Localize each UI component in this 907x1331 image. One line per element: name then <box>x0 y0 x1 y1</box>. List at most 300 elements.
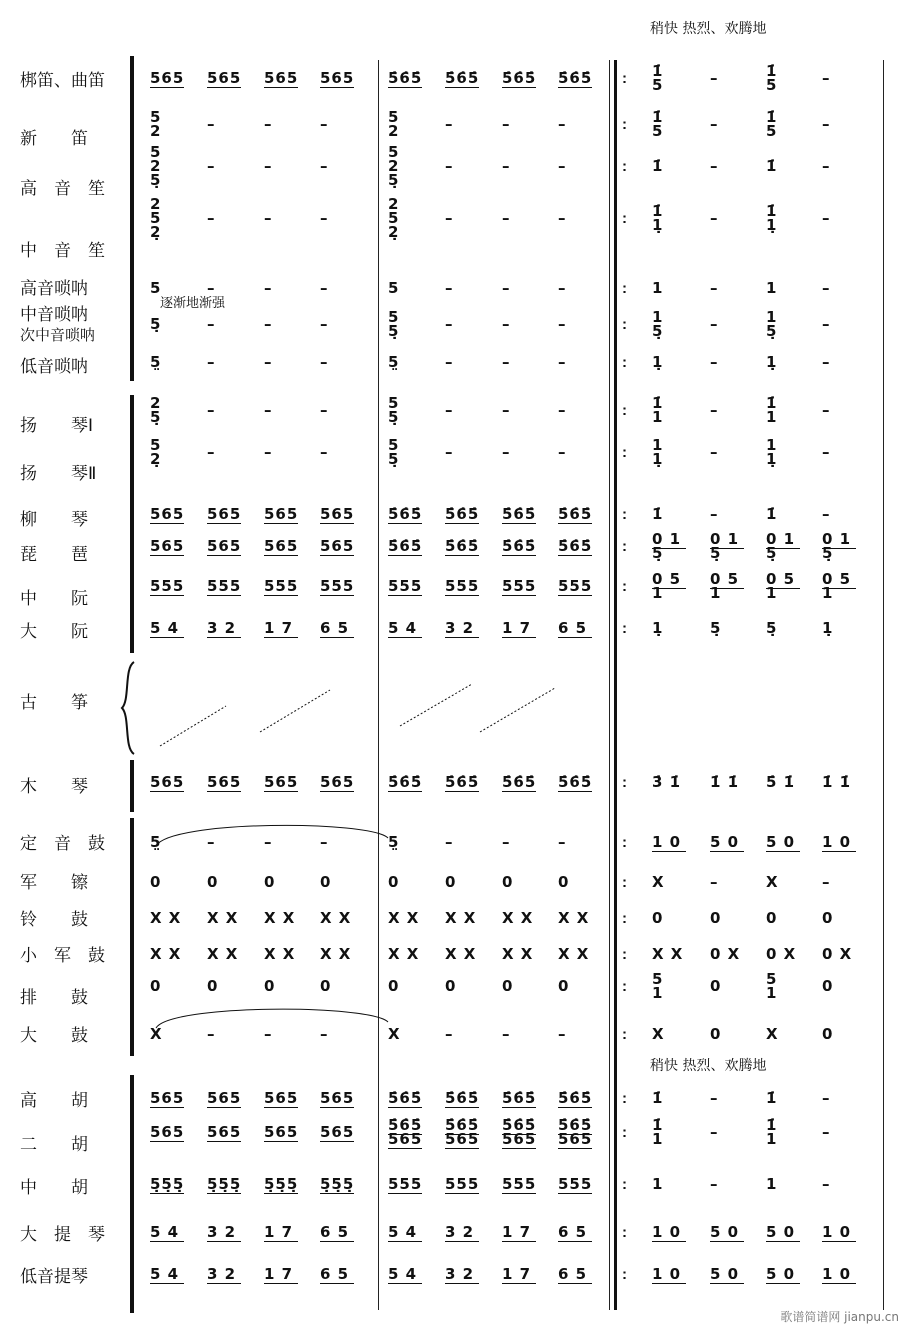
beam-line <box>264 523 298 524</box>
note-xindi-m2-2: – <box>445 115 454 133</box>
note-yangqin2-m3-3-1: 1 <box>766 436 778 454</box>
note-disuona-m1-2: – <box>207 353 216 371</box>
beam-line <box>320 1193 354 1194</box>
beam-line <box>150 595 184 596</box>
note-dingyingu-m3-4: 1 0 <box>822 833 852 851</box>
note-zhongsuona-m1-4: – <box>320 315 329 333</box>
note-zhongsheng-m2-3: – <box>502 209 511 227</box>
note-gaohu-m1-4: 565 <box>320 1089 355 1107</box>
note-paigu-m2-4: 0 <box>558 977 570 995</box>
note-daruan-m3-4: 1̣ <box>822 619 834 637</box>
note-yangqin1-m3-1-2: 1 <box>652 408 664 426</box>
beam-line <box>207 1193 241 1194</box>
note-dagu-m2-1: X <box>388 1025 401 1043</box>
note-disuona-m3-3: 1̣ <box>766 353 778 371</box>
note-zhongsheng-m3-2: – <box>710 209 719 227</box>
note-linggu-m3-4: 0 <box>822 909 834 927</box>
note-dizi-m1-2: 565 <box>207 69 242 87</box>
note-daruan-m3-1: 1̣ <box>652 619 664 637</box>
note-junchao-m2-4: 0 <box>558 873 570 891</box>
note-dizi-m3-1-2: 5 <box>652 76 664 94</box>
repeat-dot: : <box>622 946 627 963</box>
note-zhonghu-m1-3: 5̣5̣5̣ <box>264 1175 299 1193</box>
note-daruan-m1-4: 6 5 <box>320 619 350 637</box>
beam-line <box>264 1283 298 1284</box>
beam-line <box>150 1141 184 1142</box>
note-zhonghu-m2-2: 555 <box>445 1175 480 1193</box>
repeat-dot: : <box>622 1124 627 1141</box>
note-gaosheng-m1-1-3: 5̣ <box>150 171 162 189</box>
note-zhonghu-m3-3: 1 <box>766 1175 778 1193</box>
note-liuqin-m2-1: 5̇6̇5̇ <box>388 505 423 523</box>
beam-line <box>822 1283 856 1284</box>
beam-line <box>502 791 536 792</box>
note-dingyingu-m3-3: 5 0 <box>766 833 796 851</box>
note-daruan-m2-1: 5 4 <box>388 619 418 637</box>
instrument-dizi: 梆笛、曲笛 <box>20 71 105 91</box>
beam-line <box>388 1107 422 1108</box>
note-zhongsheng-m1-3: – <box>264 209 273 227</box>
note-muqin-m1-3: 565 <box>264 773 299 791</box>
note-dizi-m3-4: – <box>822 69 831 87</box>
repeat-dot: : <box>622 70 627 87</box>
note-erhu-m2-1-2: 565 <box>388 1130 423 1148</box>
note-erhu-m2-4-2: 565 <box>558 1130 593 1148</box>
note-zhongruan-m3-4-2: 1 <box>822 584 834 602</box>
note-yangqin2-m1-3: – <box>264 443 273 461</box>
beam-line <box>264 555 298 556</box>
beam-line <box>388 555 422 556</box>
beam-line <box>502 1283 536 1284</box>
note-xindi-m2-3: – <box>502 115 511 133</box>
beam-line <box>320 637 354 638</box>
note-daruan-m2-2: 3 2 <box>445 619 475 637</box>
note-gaosheng-m2-4: – <box>558 157 567 175</box>
note-gaosuona-m2-3: – <box>502 279 511 297</box>
note-zhongruan-m3-2-2: 1 <box>710 584 722 602</box>
note-diyintiqin-m2-4: 6 5 <box>558 1265 588 1283</box>
instrument-dingyingu: 定 音 鼓 <box>20 834 105 854</box>
note-zhongsuona-m1-2: – <box>207 315 216 333</box>
note-erhu-m2-3-2: 565 <box>502 1130 537 1148</box>
note-erhu-m1-2: 565 <box>207 1123 242 1141</box>
note-gaohu-m2-1: 5̇6̇5̇ <box>388 1089 423 1107</box>
note-linggu-m2-3: X X <box>502 909 534 927</box>
note-yangqin2-m2-1-2: 5̣ <box>388 450 400 468</box>
repeat-dot: : <box>622 538 627 555</box>
note-paigu-m2-3: 0 <box>502 977 514 995</box>
note-paigu-m3-3-2: 1 <box>766 984 778 1002</box>
instrument-muqin: 木 琴 <box>20 777 88 797</box>
instrument-guzheng: 古 筝 <box>20 693 88 713</box>
beam-line <box>558 595 592 596</box>
note-zhonghu-m3-2: – <box>710 1175 719 1193</box>
instrument-daruan: 大 阮 <box>20 622 88 642</box>
note-yangqin2-m2-2: – <box>445 443 454 461</box>
note-muqin-m1-4: 565 <box>320 773 355 791</box>
beam-line <box>320 1283 354 1284</box>
repeat-dot: : <box>622 978 627 995</box>
note-dingyingu-m1-4: – <box>320 833 329 851</box>
note-pipa-m1-2: 565 <box>207 537 242 555</box>
note-pipa-m1-3: 565 <box>264 537 299 555</box>
note-datiqin-m1-3: 1 7 <box>264 1223 294 1241</box>
note-dagu-m2-4: – <box>558 1025 567 1043</box>
note-disuona-m1-1: 5̤ <box>150 353 162 371</box>
instrument-yangqin2: 扬 琴Ⅱ <box>20 464 97 484</box>
note-linggu-m2-2: X X <box>445 909 477 927</box>
note-datiqin-m1-2: 3 2 <box>207 1223 237 1241</box>
note-xiaojungu-m3-2: 0 X <box>710 945 741 963</box>
note-dizi-m1-3: 565 <box>264 69 299 87</box>
note-datiqin-m3-1: 1 0 <box>652 1223 682 1241</box>
beam-line <box>445 1148 479 1149</box>
instrument-zhonghu: 中 胡 <box>20 1178 88 1198</box>
note-xindi-m1-1-1: 5 <box>150 108 162 126</box>
note-zhongruan-m2-3: 555 <box>502 577 537 595</box>
repeat-dot: : <box>622 506 627 523</box>
note-yangqin2-m3-1-2: 1̣ <box>652 450 664 468</box>
instrument-datiqin: 大 提 琴 <box>20 1225 105 1245</box>
note-gaosheng-m2-1-2: 2 <box>388 157 400 175</box>
note-erhu-m2-2-2: 565 <box>445 1130 480 1148</box>
note-gaosuona-m2-2: – <box>445 279 454 297</box>
note-gaosuona-m3-2: – <box>710 279 719 297</box>
note-disuona-m3-2: – <box>710 353 719 371</box>
note-zhongruan-m3-2-1: 0 5 <box>710 570 740 588</box>
note-xindi-m2-1-1: 5 <box>388 108 400 126</box>
note-xindi-m2-4: – <box>558 115 567 133</box>
note-diyintiqin-m1-2: 3 2 <box>207 1265 237 1283</box>
note-gaohu-m1-3: 565 <box>264 1089 299 1107</box>
note-diyintiqin-m3-2: 5 0 <box>710 1265 740 1283</box>
note-zhonghu-m3-4: – <box>822 1175 831 1193</box>
instrument-linggu: 铃 鼓 <box>20 910 88 930</box>
note-yangqin2-m2-3: – <box>502 443 511 461</box>
beam-line <box>264 595 298 596</box>
note-zhongsheng-m3-4: – <box>822 209 831 227</box>
note-zhongsuona-m3-3-1: 1 <box>766 308 778 326</box>
note-xindi-m1-3: – <box>264 115 273 133</box>
note-dizi-m1-1: 565 <box>150 69 185 87</box>
note-zhongsuona-m3-4: – <box>822 315 831 333</box>
note-zhonghu-m2-4: 555 <box>558 1175 593 1193</box>
note-liuqin-m2-3: 5̇6̇5̇ <box>502 505 537 523</box>
note-paigu-m3-1-2: 1 <box>652 984 664 1002</box>
beam-line <box>502 1148 536 1149</box>
note-pipa-m2-4: 5̇6̇5̇ <box>558 537 593 555</box>
instrument-xiaojungu: 小 军 鼓 <box>20 946 105 966</box>
note-diyintiqin-m2-2: 3 2 <box>445 1265 475 1283</box>
instrument-liuqin: 柳 琴 <box>20 510 88 530</box>
note-muqin-m3-3: 5̇ 1̇ <box>766 773 796 791</box>
beam-line <box>445 1241 479 1242</box>
note-zhongruan-m1-4: 555 <box>320 577 355 595</box>
note-paigu-m3-1-1: 5 <box>652 970 664 988</box>
beam-line <box>558 1241 592 1242</box>
instrument-zhongsheng: 中 音 笙 <box>20 241 105 261</box>
note-pipa-m3-4-1: 0 1 <box>822 530 852 548</box>
beam-line <box>558 637 592 638</box>
note-muqin-m2-4: 5̇6̇5̇ <box>558 773 593 791</box>
repeat-dot: : <box>622 354 627 371</box>
note-erhu-m2-3-1: 5̇6̇5̇ <box>502 1116 537 1134</box>
note-zhongruan-m3-4-1: 0 5 <box>822 570 852 588</box>
note-zhongruan-m2-1: 555 <box>388 577 423 595</box>
beam-line <box>558 1107 592 1108</box>
note-xindi-m3-1-1: 1̇ <box>652 108 664 126</box>
note-linggu-m1-2: X X <box>207 909 239 927</box>
note-datiqin-m3-4: 1 0 <box>822 1223 852 1241</box>
note-xindi-m3-2: – <box>710 115 719 133</box>
note-yangqin1-m1-2: – <box>207 401 216 419</box>
note-datiqin-m2-4: 6 5 <box>558 1223 588 1241</box>
note-zhongsheng-m3-1-1: 1̇ <box>652 202 664 220</box>
note-liuqin-m1-2: 565 <box>207 505 242 523</box>
note-gaosuona-m3-3: 1 <box>766 279 778 297</box>
note-liuqin-m3-3: 1̇ <box>766 505 778 523</box>
note-linggu-m2-1: X X <box>388 909 420 927</box>
beam-line <box>558 87 592 88</box>
note-zhongsuona-m2-2: – <box>445 315 454 333</box>
note-zhongsuona-m1-3: – <box>264 315 273 333</box>
note-liuqin-m2-4: 5̇6̇5̇ <box>558 505 593 523</box>
note-daruan-m2-3: 1 7 <box>502 619 532 637</box>
beam-line <box>150 1107 184 1108</box>
note-gaohu-m2-3: 5̇6̇5̇ <box>502 1089 537 1107</box>
repeat-dot: : <box>622 1026 627 1043</box>
repeat-dot: : <box>622 1224 627 1241</box>
note-gaohu-m2-2: 5̇6̇5̇ <box>445 1089 480 1107</box>
repeat-dot: : <box>622 210 627 227</box>
beam-line <box>264 637 298 638</box>
beam-line <box>207 637 241 638</box>
note-diyintiqin-m2-3: 1 7 <box>502 1265 532 1283</box>
note-gaohu-m2-4: 5̇6̇5̇ <box>558 1089 593 1107</box>
beam-line <box>150 637 184 638</box>
note-dingyingu-m2-2: – <box>445 833 454 851</box>
note-zhonghu-m2-1: 555 <box>388 1175 423 1193</box>
beam-line <box>558 523 592 524</box>
beam-line <box>150 555 184 556</box>
repeat-dot: : <box>622 116 627 133</box>
note-gaohu-m3-3: 1̇ <box>766 1089 778 1107</box>
repeat-dot: : <box>622 834 627 851</box>
note-yangqin1-m3-1-1: 1̇ <box>652 394 664 412</box>
note-daruan-m2-4: 6 5 <box>558 619 588 637</box>
beam-line <box>207 1283 241 1284</box>
note-gaosheng-m1-2: – <box>207 157 216 175</box>
note-junchao-m1-1: 0 <box>150 873 162 891</box>
beam-line <box>264 1241 298 1242</box>
note-zhongsheng-m3-1-2: 1̣ <box>652 216 664 234</box>
note-yangqin2-m1-1-1: 5 <box>150 436 162 454</box>
note-xiaojungu-m1-1: X X <box>150 945 182 963</box>
note-datiqin-m3-3: 5 0 <box>766 1223 796 1241</box>
note-gaosheng-m1-3: – <box>264 157 273 175</box>
note-daruan-m1-3: 1 7 <box>264 619 294 637</box>
note-zhongsheng-m2-2: – <box>445 209 454 227</box>
tempo-marking-strings: 稍快 热烈、欢腾地 <box>650 1058 767 1074</box>
note-dizi-m2-3: 5̇6̇5̇ <box>502 69 537 87</box>
note-pipa-m3-2-2: 5̣ <box>710 544 722 562</box>
beam-line <box>502 1107 536 1108</box>
note-junchao-m2-3: 0 <box>502 873 514 891</box>
note-gaosuona-m1-4: – <box>320 279 329 297</box>
note-pipa-m3-1-2: 5̣ <box>652 544 664 562</box>
note-yangqin1-m2-2: – <box>445 401 454 419</box>
beam-line <box>502 637 536 638</box>
note-muqin-m2-1: 5̇6̇5̇ <box>388 773 423 791</box>
instrument-erhu: 二 胡 <box>20 1135 88 1155</box>
note-gaosheng-m1-4: – <box>320 157 329 175</box>
note-junchao-m1-2: 0 <box>207 873 219 891</box>
note-erhu-m3-2: – <box>710 1123 719 1141</box>
note-pipa-m2-3: 5̇6̇5̇ <box>502 537 537 555</box>
note-diyintiqin-m3-4: 1 0 <box>822 1265 852 1283</box>
repeat-dot: : <box>622 910 627 927</box>
tempo-marking-top: 稍快 热烈、欢腾地 <box>650 21 767 37</box>
note-dingyingu-m2-4: – <box>558 833 567 851</box>
beam-line <box>150 1193 184 1194</box>
note-junchao-m1-4: 0 <box>320 873 332 891</box>
note-dizi-m3-1-1: 1̇ <box>652 62 664 80</box>
note-daruan-m3-2: 5̣ <box>710 619 722 637</box>
instrument-zhongruan: 中 阮 <box>20 589 88 609</box>
note-zhongsheng-m1-1-2: 5 <box>150 209 162 227</box>
note-zhongruan-m3-3-2: 1 <box>766 584 778 602</box>
note-dagu-m1-3: – <box>264 1025 273 1043</box>
note-gaosheng-m3-3: 1̇ <box>766 157 778 175</box>
repeat-dot: : <box>622 620 627 637</box>
note-zhongsheng-m3-3-1: 1̇ <box>766 202 778 220</box>
note-gaosheng-m1-1-1: 5 <box>150 143 162 161</box>
note-yangqin2-m3-2: – <box>710 443 719 461</box>
note-zhonghu-m1-1: 5̣5̣5̣ <box>150 1175 185 1193</box>
beam-line <box>150 1283 184 1284</box>
note-gaosuona-m2-4: – <box>558 279 567 297</box>
instrument-paigu: 排 鼓 <box>20 988 88 1008</box>
note-gaohu-m1-1: 565 <box>150 1089 185 1107</box>
note-pipa-m3-4-2: 5̣ <box>822 544 834 562</box>
note-zhongsheng-m2-1-3: 2̣ <box>388 223 400 241</box>
instrument-xindi: 新 笛 <box>20 129 88 149</box>
note-dizi-m1-4: 565 <box>320 69 355 87</box>
note-gaosheng-m2-1-1: 5 <box>388 143 400 161</box>
repeat-dot: : <box>622 1266 627 1283</box>
note-gaosheng-m2-3: – <box>502 157 511 175</box>
note-zhongsuona-m2-1-1: 5 <box>388 308 400 326</box>
beam-line <box>710 1241 744 1242</box>
note-dingyingu-m1-3: – <box>264 833 273 851</box>
instrument-diyintiqin: 低音提琴 <box>20 1267 88 1287</box>
beam-line <box>264 1107 298 1108</box>
note-gaosheng-m3-4: – <box>822 157 831 175</box>
beam-line <box>264 791 298 792</box>
note-datiqin-m1-1: 5 4 <box>150 1223 180 1241</box>
note-yangqin1-m3-3-1: 1̇ <box>766 394 778 412</box>
note-daruan-m3-3: 5̣ <box>766 619 778 637</box>
note-gaohu-m1-2: 565 <box>207 1089 242 1107</box>
note-zhongsuona-m2-3: – <box>502 315 511 333</box>
note-yangqin1-m2-4: – <box>558 401 567 419</box>
note-erhu-m3-1-1: 1̇ <box>652 1116 664 1134</box>
note-disuona-m2-3: – <box>502 353 511 371</box>
note-liuqin-m3-1: 1̇ <box>652 505 664 523</box>
repeat-dot: : <box>622 158 627 175</box>
note-linggu-m3-1: 0 <box>652 909 664 927</box>
note-zhongsheng-m1-1-3: 2̣ <box>150 223 162 241</box>
note-zhonghu-m2-3: 555 <box>502 1175 537 1193</box>
beam-line <box>207 523 241 524</box>
beam-line <box>388 1193 422 1194</box>
note-yangqin1-m3-2: – <box>710 401 719 419</box>
note-zhongsuona-m1-1: 5̣ <box>150 315 162 333</box>
note-datiqin-m3-2: 5 0 <box>710 1223 740 1241</box>
note-paigu-m1-2: 0 <box>207 977 219 995</box>
note-datiqin-m2-1: 5 4 <box>388 1223 418 1241</box>
note-gaohu-m3-2: – <box>710 1089 719 1107</box>
beam-line <box>264 87 298 88</box>
note-diyintiqin-m3-1: 1 0 <box>652 1265 682 1283</box>
note-erhu-m1-4: 565 <box>320 1123 355 1141</box>
note-pipa-m3-1-1: 0 1 <box>652 530 682 548</box>
note-linggu-m3-3: 0 <box>766 909 778 927</box>
note-yangqin1-m2-1-2: 5̣ <box>388 408 400 426</box>
note-zhongruan-m3-1-1: 0 5 <box>652 570 682 588</box>
beam-line <box>558 555 592 556</box>
repeat-dot: : <box>622 578 627 595</box>
beam-line <box>388 1283 422 1284</box>
note-zhongsheng-m1-2: – <box>207 209 216 227</box>
note-zhongsheng-m1-1-1: 2 <box>150 195 162 213</box>
note-zhongsheng-m2-4: – <box>558 209 567 227</box>
note-daruan-m1-2: 3 2 <box>207 619 237 637</box>
beam-line <box>822 1241 856 1242</box>
note-dagu-m1-4: – <box>320 1025 329 1043</box>
note-pipa-m1-4: 565 <box>320 537 355 555</box>
note-erhu-m2-4-1: 5̇6̇5̇ <box>558 1116 593 1134</box>
note-pipa-m2-2: 5̇6̇5̇ <box>445 537 480 555</box>
note-junchao-m3-4: – <box>822 873 831 891</box>
note-zhonghu-m1-4: 5̣5̣5̣ <box>320 1175 355 1193</box>
note-dingyingu-m3-2: 5 0 <box>710 833 740 851</box>
note-dingyingu-m2-3: – <box>502 833 511 851</box>
beam-line <box>388 87 422 88</box>
beam-line <box>207 555 241 556</box>
note-erhu-m2-1-1: 5̇6̇5̇ <box>388 1116 423 1134</box>
beam-line <box>502 87 536 88</box>
beam-line <box>445 595 479 596</box>
note-gaosuona-m2-1: 5 <box>388 279 400 297</box>
note-erhu-m3-3-2: 1 <box>766 1130 778 1148</box>
beam-line <box>558 791 592 792</box>
note-yangqin1-m1-1-1: 2 <box>150 394 162 412</box>
beam-line <box>766 1283 800 1284</box>
note-junchao-m2-2: 0 <box>445 873 457 891</box>
note-disuona-m1-4: – <box>320 353 329 371</box>
note-gaosheng-m3-1: 1̇ <box>652 157 664 175</box>
note-paigu-m1-1: 0 <box>150 977 162 995</box>
note-yangqin1-m2-3: – <box>502 401 511 419</box>
beam-line <box>445 1283 479 1284</box>
note-gaosheng-m2-1-3: 5̣ <box>388 171 400 189</box>
beam-line <box>207 1241 241 1242</box>
beam-line <box>822 851 856 852</box>
note-muqin-m1-2: 565 <box>207 773 242 791</box>
note-daruan-m1-1: 5 4 <box>150 619 180 637</box>
note-erhu-m1-1: 565 <box>150 1123 185 1141</box>
